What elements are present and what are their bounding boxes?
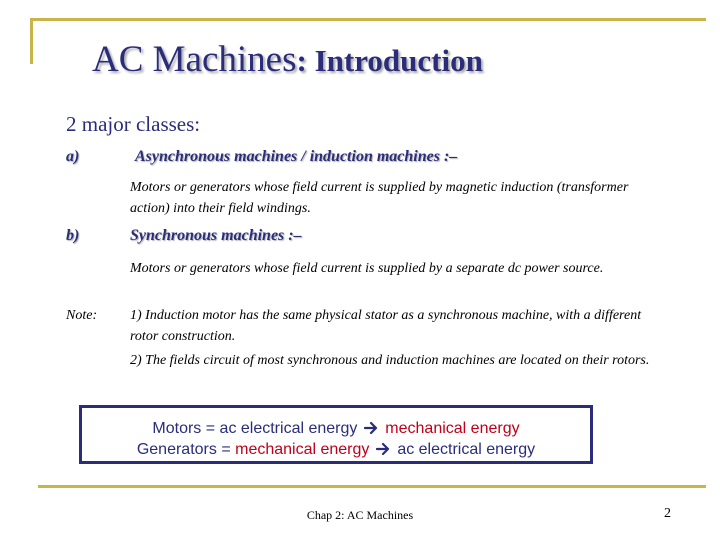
motors-output: mechanical energy (385, 420, 520, 437)
right-arrow-icon (364, 421, 379, 435)
intro-text: 2 major classes: (66, 112, 201, 136)
note-point-2: 2) The fields circuit of most synchronous and induction machines are located on their rotors. (130, 353, 650, 368)
item-a-heading: Asynchronous machines / induction machines :– (135, 148, 458, 165)
generators-output: ac electrical energy (397, 441, 536, 458)
item-b-heading: Synchronous machines :– (130, 227, 302, 244)
item-b-description: Motors or generators whose field current is supplied by a separate dc power source. (130, 261, 604, 276)
right-arrow-icon (376, 442, 391, 456)
summary-box (79, 405, 593, 464)
generators-label: Generators = (136, 441, 231, 458)
summary-line-generators (82, 439, 590, 460)
generators-input: mechanical energy (235, 441, 370, 458)
frame-top-border (30, 18, 706, 21)
title-main: AC Machines (92, 39, 297, 80)
footer-chapter: Chap 2: AC Machines (306, 508, 414, 522)
item-a-marker: a) (66, 148, 80, 165)
summary-line-motors (82, 418, 590, 439)
item-b-marker: b) (66, 227, 80, 244)
note-label: Note: (66, 308, 98, 323)
title-sub: : Introduction (296, 43, 483, 78)
slide-title (92, 38, 483, 81)
page-number: 2 (664, 506, 671, 521)
frame-left-border (30, 18, 33, 64)
note-point-1: 1) Induction motor has the same physical stator as a synchronous machine, with a different rotor construction. (130, 308, 642, 344)
item-a-description: Motors or generators whose field current is supplied by magnetic induction (transformer action) into their field windings. (130, 180, 629, 216)
motors-text: Motors = ac electrical energy (152, 420, 358, 437)
footer-rule (38, 485, 706, 488)
